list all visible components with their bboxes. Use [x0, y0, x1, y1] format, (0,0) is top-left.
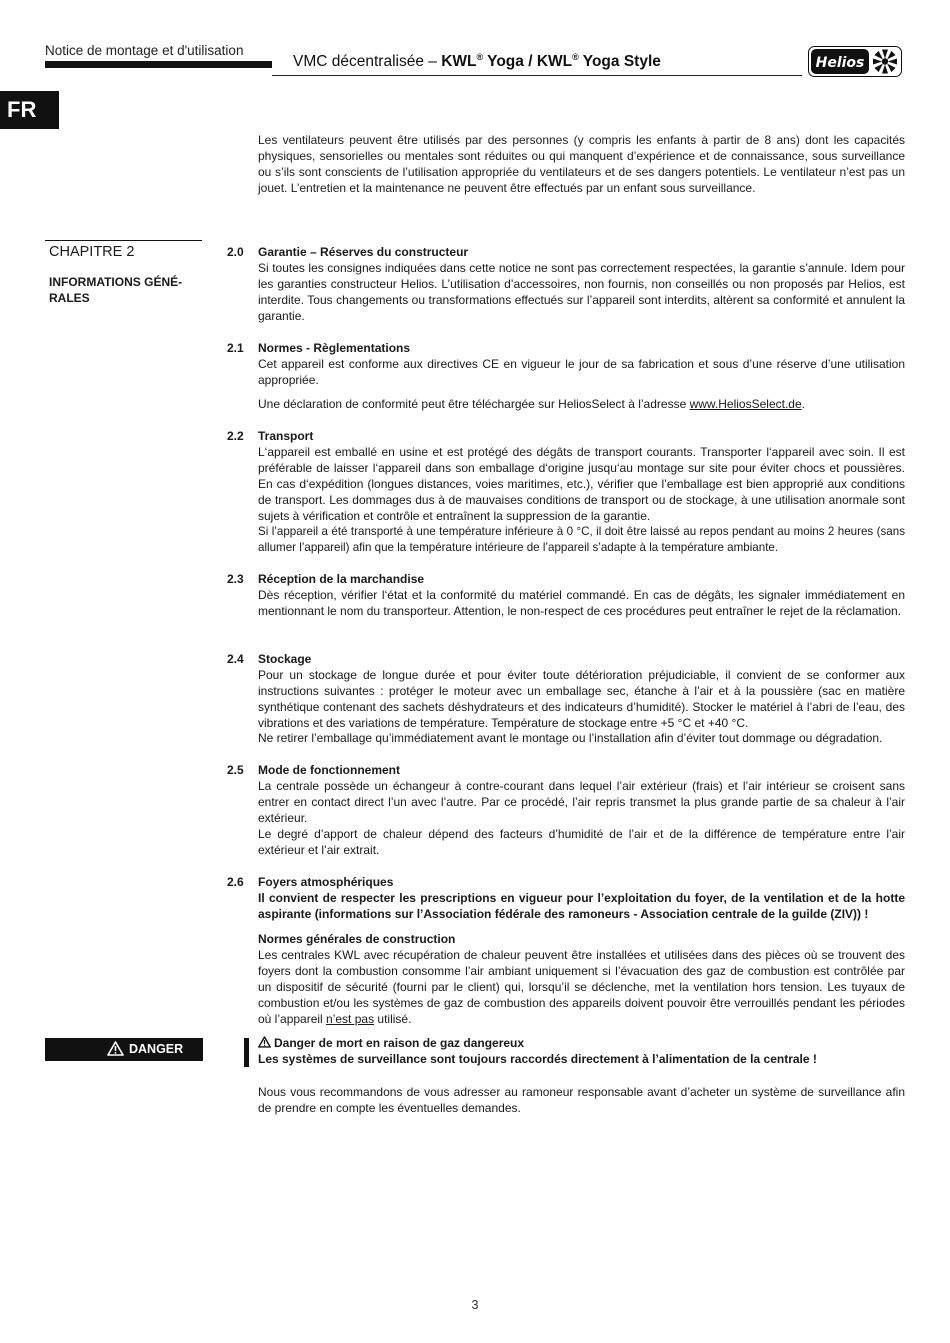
- section-title: Réception de la marchandise: [258, 572, 425, 586]
- header-rule: [272, 75, 802, 76]
- section-title: Stockage: [258, 652, 312, 666]
- title-product-1: KWL: [441, 53, 477, 71]
- section-number: 2.5: [227, 763, 244, 777]
- conformity-text-a: Une déclaration de conformité peut être téléchargée sur HeliosSelect à l’adresse: [258, 397, 690, 411]
- section-text: La centrale possède un échangeur à contre-courant dans lequel l’air extérieur (frais) et l’air intérieur se croisent sans entrer en contact direct l’un avec l’autre. Par ce procédé, l’air repris transmet la plus grande partie de sa chaleur à l’air extérieur.: [258, 779, 905, 825]
- conformity-text: [258, 397, 905, 413]
- section-text: Pour un stockage de longue durée et pour éviter toute détérioration préjudiciable, il convient de se conformer aux instructions suivantes : protéger le moteur avec un emballage sec, étanche à l’air et à la poussière (sac en matière synthétique contenant des sachets déshydrateurs et des indicateurs d’humidité). Stocker le matériel à l’abri de l’eau, des vibrations et des variations de température. Température de stockage entre +5 °C et +40 °C.: [258, 668, 905, 730]
- fan-icon: [873, 50, 897, 74]
- language-tab: FR: [0, 91, 59, 129]
- conformity-text-b: .: [801, 397, 805, 411]
- section-text: Si toutes les consignes indiquées dans cette notice ne sont pas correctement respectées, la garantie s’annule. Idem pour les garanties constructeur Helios. L’utilisation d’accessoires, non fournis, non conseillés ou non proposés par Helios, est interdite. Tous changements ou transformations effectués sur l’appareil sont interdits, altèrent sa conformité et annulent la garantie.: [258, 261, 905, 323]
- logo-text: Helios: [815, 55, 865, 71]
- section-text-b: utilisé.: [374, 1011, 412, 1026]
- document-title: [293, 52, 661, 71]
- emphasis-underlined: n’est pas: [326, 1011, 375, 1026]
- title-prefix: VMC décentralisée –: [293, 53, 442, 71]
- registered-mark: ®: [572, 52, 579, 62]
- danger-bar: [244, 1038, 249, 1067]
- registered-mark: ®: [476, 52, 484, 62]
- section-number: 2.1: [227, 341, 244, 355]
- intro-paragraph: Les ventilateurs peuvent être utilisés par des personnes (y compris les enfants à partir de 8 ans) dont les capacités physiques, sensorielles ou mentales sont réduites ou qui manquent d’expérience et de connaissance, sous surveillance ou s’ils sont conscients de l’utilisation appropriée du ventilateurs et de ses dangers potentiels. Le ventilateur n’est pas un jouet. L’entretien et la maintenance ne peuvent être effectués par un enfant sous surveillance.: [258, 133, 905, 195]
- helios-logo: [808, 46, 902, 77]
- section-title: Transport: [258, 429, 314, 443]
- chapter-subtitle: INFORMATIONS GÉNÉ-RALES: [49, 275, 183, 305]
- danger-label: DANGER: [129, 1042, 184, 1056]
- danger-label-box: [45, 1038, 203, 1061]
- section-text-2: Ne retirer l’emballage qu’immédiatement avant le montage ou l’installation afin d’éviter tout dommage ou dégradation.: [258, 731, 883, 745]
- header-bar: [45, 61, 272, 68]
- danger-title: Danger de mort en raison de gaz dangereux: [274, 1036, 525, 1050]
- page-number: 3: [471, 1298, 479, 1312]
- warning-icon: [107, 1041, 124, 1056]
- danger-text: Les systèmes de surveillance sont toujours raccordés directement à l’alimentation de la centrale !: [258, 1052, 817, 1066]
- section-title: Normes - Règlementations: [258, 341, 411, 355]
- title-product-3: Yoga Style: [578, 53, 661, 71]
- section-text: Dès réception, vérifier l‘état et la conformité du matériel commandé. En cas de dégâts, les signaler immédiatement en mentionnant le nom du transporteur. Attention, le non-respect de ces procédures peut entraîner le rejet de la réclamation.: [258, 588, 905, 618]
- section-title: Garantie – Réserves du constructeur: [258, 245, 469, 259]
- warning-icon: [258, 1036, 271, 1048]
- section-bold-text: Il convient de respecter les prescriptions en vigueur pour l’exploitation du foyer, de la ventilation et de la hotte aspirante (informations sur l’Association fédérale des ramoneurs - Association centrale de la guilde (ZIV)) !: [258, 891, 905, 921]
- section-text: [258, 948, 905, 1028]
- document-type: Notice de montage et d'utilisation: [45, 43, 244, 58]
- section-title: Mode de fonctionnement: [258, 763, 400, 777]
- section-number: 2.6: [227, 875, 244, 889]
- section-text-a: Les centrales KWL avec récupération de chaleur peuvent être installées et utilisées dans des pièces où se trouvent des foyers dont la combustion consomme l’air ambiant uniquement si l’évacuation des gaz de combustion est contrôlée par un dispositif de sécurité (fourni par le client) qui, lorsqu’il se déclenche, met la ventilation hors tension. Les tuyaux de combustion et/ou les systèmes de gaz de combustion des appareils doivent pouvoir être verrouillés pendant les périodes où l’appareil: [258, 948, 905, 1026]
- section-number: 2.4: [227, 652, 244, 666]
- section-text-2: Le degré d’apport de chaleur dépend des facteurs d’humidité de l’air et de la différence de température entre l’air extérieur et l’air extrait.: [258, 827, 905, 857]
- chapter-title: CHAPITRE 2: [49, 244, 135, 260]
- section-number: 2.3: [227, 572, 244, 586]
- heliosselect-link[interactable]: www.HeliosSelect.de: [689, 397, 802, 411]
- title-product-2: Yoga / KWL: [483, 53, 573, 71]
- subsection-title: Normes générales de construction: [258, 932, 456, 946]
- section-text: L‘appareil est emballé en usine et est protégé des dégâts de transport courants. Transporter l‘appareil avec soin. Il est préférable de laisser l‘appareil dans son emballage d‘origine jusqu‘au montage sur site pour éviter chocs et poussières. En cas d‘expédition (longues distances, voies maritimes, etc.), vérifier que l’emballage est bien approprié aux conditions de transport. Les dommages dus à de mauvaises conditions de transport ou de stockage, à une utilisation anormale sont sujets à vérification et contrôle et entraînent la suppression de la garantie.: [258, 445, 905, 523]
- chapter-rule: [45, 240, 202, 241]
- section-number: 2.0: [227, 245, 244, 259]
- section-title: Foyers atmosphériques: [258, 875, 394, 889]
- danger-title-row: [258, 1036, 905, 1052]
- section-text-2: Si l’appareil a été transporté à une température inférieure à 0 °C, il doit être laissé au repos pendant au moins 2 heures (sans allumer l’appareil) afin que la température intérieure de l’appareil s’adapte à la température ambiante.: [258, 525, 905, 554]
- closing-paragraph: Nous vous recommandons de vous adresser au ramoneur responsable avant d’acheter un système de surveillance afin de prendre en compte les éventuelles demandes.: [258, 1085, 905, 1115]
- section-text: Cet appareil est conforme aux directives CE en vigueur le jour de sa fabrication et sous d’une réserve d’une utilisation appropriée.: [258, 357, 905, 387]
- section-number: 2.2: [227, 429, 244, 443]
